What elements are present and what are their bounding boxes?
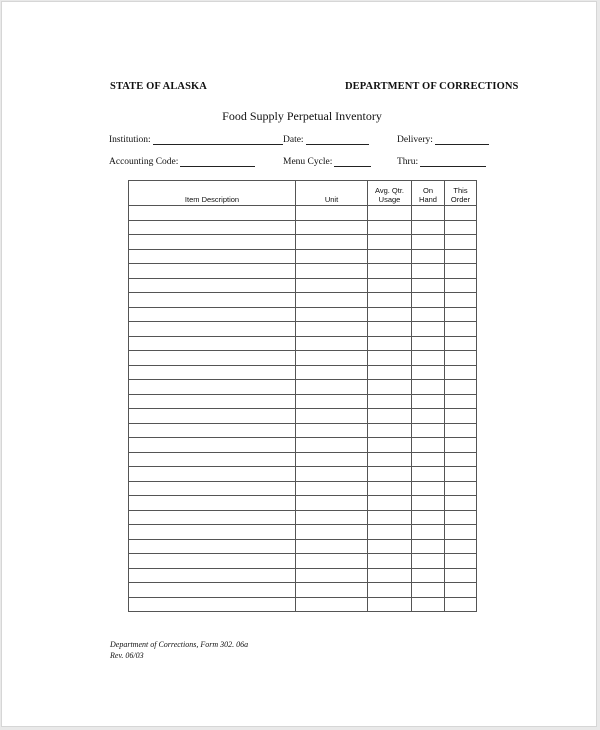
table-cell[interactable] — [129, 365, 296, 380]
table-cell[interactable] — [412, 206, 445, 221]
table-cell[interactable] — [445, 380, 477, 395]
table-cell[interactable] — [412, 293, 445, 308]
table-cell[interactable] — [368, 452, 412, 467]
table-row — [129, 220, 477, 235]
table-cell[interactable] — [296, 597, 368, 612]
table-cell[interactable] — [445, 568, 477, 583]
table-cell[interactable] — [296, 568, 368, 583]
table-cell[interactable] — [368, 409, 412, 424]
col-avg-qtr-usage — [368, 181, 412, 206]
table-cell[interactable] — [445, 322, 477, 337]
table-cell[interactable] — [129, 554, 296, 569]
table-cell[interactable] — [445, 438, 477, 453]
date-blank[interactable] — [306, 135, 369, 145]
table-cell[interactable] — [296, 554, 368, 569]
table-cell[interactable] — [296, 278, 368, 293]
table-row — [129, 496, 477, 511]
table-row — [129, 510, 477, 525]
table-cell[interactable] — [368, 380, 412, 395]
table-cell[interactable] — [129, 380, 296, 395]
table-cell[interactable] — [296, 583, 368, 598]
table-cell[interactable] — [129, 264, 296, 279]
table-row — [129, 278, 477, 293]
state-heading: STATE OF ALASKA — [110, 81, 207, 92]
table-cell[interactable] — [412, 235, 445, 250]
table-cell[interactable] — [296, 351, 368, 366]
table-cell[interactable] — [445, 525, 477, 540]
menu-cycle-blank[interactable] — [334, 157, 371, 167]
table-cell[interactable] — [296, 264, 368, 279]
delivery-label: Delivery: — [397, 135, 433, 145]
table-cell[interactable] — [368, 554, 412, 569]
table-row — [129, 525, 477, 540]
table-cell[interactable] — [296, 380, 368, 395]
table-row — [129, 264, 477, 279]
table-cell[interactable] — [368, 583, 412, 598]
table-row — [129, 336, 477, 351]
table-cell[interactable] — [129, 351, 296, 366]
table-cell[interactable] — [296, 307, 368, 322]
table-cell[interactable] — [368, 249, 412, 264]
table-cell[interactable] — [129, 394, 296, 409]
table-cell[interactable] — [129, 452, 296, 467]
table-cell[interactable] — [296, 496, 368, 511]
table-cell[interactable] — [129, 568, 296, 583]
table-cell[interactable] — [368, 336, 412, 351]
table-cell[interactable] — [296, 510, 368, 525]
table-cell[interactable] — [368, 568, 412, 583]
table-cell[interactable] — [445, 336, 477, 351]
table-row — [129, 597, 477, 612]
table-cell[interactable] — [296, 249, 368, 264]
table-cell[interactable] — [445, 351, 477, 366]
col-unit-label: Unit — [324, 195, 339, 204]
menu-cycle-field[interactable] — [283, 157, 371, 167]
table-cell[interactable] — [296, 293, 368, 308]
table-cell[interactable] — [445, 510, 477, 525]
document-page — [1, 1, 597, 727]
table-cell[interactable] — [368, 597, 412, 612]
table-cell[interactable] — [368, 481, 412, 496]
table-cell[interactable] — [445, 409, 477, 424]
col-avg-qtr-label-1: Avg. Qtr. — [374, 186, 405, 195]
menu-cycle-label: Menu Cycle: — [283, 157, 333, 167]
thru-label: Thru: — [397, 157, 419, 167]
table-cell[interactable] — [412, 365, 445, 380]
table-cell[interactable] — [445, 597, 477, 612]
col-unit — [296, 181, 368, 206]
table-cell[interactable] — [129, 206, 296, 221]
table-cell[interactable] — [445, 235, 477, 250]
table-cell[interactable] — [445, 264, 477, 279]
table-cell[interactable] — [368, 467, 412, 482]
thru-field[interactable] — [397, 157, 486, 167]
table-cell[interactable] — [412, 423, 445, 438]
table-cell[interactable] — [412, 322, 445, 337]
table-cell[interactable] — [368, 525, 412, 540]
table-cell[interactable] — [445, 206, 477, 221]
table-cell[interactable] — [129, 597, 296, 612]
col-item-description-label: Item Description — [184, 195, 240, 204]
table-cell[interactable] — [445, 467, 477, 482]
table-cell[interactable] — [412, 336, 445, 351]
table-cell[interactable] — [445, 452, 477, 467]
table-cell[interactable] — [296, 235, 368, 250]
table-cell[interactable] — [129, 409, 296, 424]
table-cell[interactable] — [296, 539, 368, 554]
table-cell[interactable] — [412, 467, 445, 482]
col-item-description — [129, 181, 296, 206]
table-row — [129, 322, 477, 337]
table-cell[interactable] — [368, 293, 412, 308]
table-cell[interactable] — [412, 249, 445, 264]
table-cell[interactable] — [445, 278, 477, 293]
table-row — [129, 206, 477, 221]
table-cell[interactable] — [445, 496, 477, 511]
table-cell[interactable] — [296, 481, 368, 496]
table-cell[interactable] — [412, 525, 445, 540]
col-this-order-label-1: This — [453, 186, 468, 195]
table-cell[interactable] — [368, 394, 412, 409]
table-cell[interactable] — [368, 496, 412, 511]
table-cell[interactable] — [368, 438, 412, 453]
table-header-row — [129, 181, 477, 206]
table-cell[interactable] — [368, 220, 412, 235]
table-cell[interactable] — [412, 597, 445, 612]
table-cell[interactable] — [129, 438, 296, 453]
table-row — [129, 394, 477, 409]
table-cell[interactable] — [412, 394, 445, 409]
table-cell[interactable] — [412, 220, 445, 235]
table-cell[interactable] — [412, 510, 445, 525]
institution-blank[interactable] — [153, 135, 283, 145]
table-cell[interactable] — [368, 235, 412, 250]
table-cell[interactable] — [129, 249, 296, 264]
table-row — [129, 583, 477, 598]
table-cell[interactable] — [296, 336, 368, 351]
table-row — [129, 481, 477, 496]
table-cell[interactable] — [412, 481, 445, 496]
delivery-blank[interactable] — [435, 135, 489, 145]
col-on-hand-label-2: Hand — [419, 195, 437, 204]
table-row — [129, 409, 477, 424]
table-cell[interactable] — [296, 452, 368, 467]
accounting-code-label: Accounting Code: — [109, 157, 179, 167]
table-cell[interactable] — [368, 510, 412, 525]
table-cell[interactable] — [368, 307, 412, 322]
table-cell[interactable] — [368, 206, 412, 221]
inventory-table-body — [129, 206, 477, 612]
table-row — [129, 307, 477, 322]
table-cell[interactable] — [129, 496, 296, 511]
table-cell[interactable] — [412, 539, 445, 554]
table-cell[interactable] — [129, 293, 296, 308]
table-row — [129, 423, 477, 438]
delivery-field[interactable] — [397, 135, 489, 145]
table-cell[interactable] — [129, 481, 296, 496]
table-cell[interactable] — [445, 481, 477, 496]
table-cell[interactable] — [412, 554, 445, 569]
table-cell[interactable] — [412, 438, 445, 453]
table-cell[interactable] — [129, 220, 296, 235]
table-cell[interactable] — [412, 496, 445, 511]
department-heading: DEPARTMENT OF CORRECTIONS — [345, 81, 519, 92]
table-row — [129, 380, 477, 395]
table-cell[interactable] — [129, 467, 296, 482]
col-this-order-label-2: Order — [450, 195, 471, 204]
table-cell[interactable] — [296, 525, 368, 540]
table-cell[interactable] — [296, 220, 368, 235]
footer — [110, 639, 248, 661]
table-cell[interactable] — [296, 467, 368, 482]
date-label: Date: — [283, 135, 304, 145]
table-row — [129, 249, 477, 264]
table-row — [129, 235, 477, 250]
table-cell[interactable] — [412, 351, 445, 366]
table-cell[interactable] — [129, 510, 296, 525]
table-cell[interactable] — [296, 322, 368, 337]
table-cell[interactable] — [445, 249, 477, 264]
table-cell[interactable] — [412, 380, 445, 395]
table-row — [129, 438, 477, 453]
table-cell[interactable] — [296, 438, 368, 453]
table-cell[interactable] — [412, 409, 445, 424]
table-cell[interactable] — [296, 423, 368, 438]
table-row — [129, 293, 477, 308]
table-cell[interactable] — [445, 293, 477, 308]
table-cell[interactable] — [129, 423, 296, 438]
table-row — [129, 452, 477, 467]
table-cell[interactable] — [129, 539, 296, 554]
table-cell[interactable] — [445, 554, 477, 569]
table-cell[interactable] — [129, 322, 296, 337]
table-cell[interactable] — [296, 394, 368, 409]
col-this-order — [445, 181, 477, 206]
footer-revision: Rev. 06/03 — [110, 651, 144, 660]
table-cell[interactable] — [296, 365, 368, 380]
table-cell[interactable] — [368, 322, 412, 337]
table-cell[interactable] — [129, 307, 296, 322]
table-cell[interactable] — [368, 351, 412, 366]
table-cell[interactable] — [368, 539, 412, 554]
table-cell[interactable] — [445, 539, 477, 554]
accounting-code-field[interactable] — [109, 157, 255, 167]
table-row — [129, 467, 477, 482]
col-on-hand-label-1: On — [422, 186, 433, 195]
table-cell[interactable] — [445, 423, 477, 438]
table-cell[interactable] — [129, 583, 296, 598]
table-cell[interactable] — [368, 365, 412, 380]
date-field[interactable] — [283, 135, 369, 145]
form-title: Food Supply Perpetual Inventory — [222, 109, 382, 123]
footer-form-number: Department of Corrections, Form 302. 06a — [110, 640, 249, 649]
table-cell[interactable] — [368, 264, 412, 279]
table-cell[interactable] — [445, 365, 477, 380]
table-cell[interactable] — [368, 423, 412, 438]
table-cell[interactable] — [412, 278, 445, 293]
table-row — [129, 351, 477, 366]
table-cell[interactable] — [445, 220, 477, 235]
institution-field[interactable] — [109, 135, 283, 145]
table-cell[interactable] — [412, 307, 445, 322]
table-cell[interactable] — [445, 394, 477, 409]
table-row — [129, 365, 477, 380]
institution-label: Institution: — [109, 135, 151, 145]
accounting-code-blank[interactable] — [180, 157, 255, 167]
table-row — [129, 568, 477, 583]
col-avg-qtr-label-2: Usage — [378, 195, 401, 204]
table-cell[interactable] — [129, 235, 296, 250]
col-on-hand — [412, 181, 445, 206]
table-row — [129, 539, 477, 554]
table-cell[interactable] — [445, 307, 477, 322]
table-cell[interactable] — [445, 583, 477, 598]
thru-blank[interactable] — [420, 157, 486, 167]
table-row — [129, 554, 477, 569]
table-cell[interactable] — [296, 206, 368, 221]
inventory-table — [128, 180, 477, 612]
table-cell[interactable] — [368, 278, 412, 293]
table-cell[interactable] — [412, 583, 445, 598]
table-cell[interactable] — [296, 409, 368, 424]
table-cell[interactable] — [129, 336, 296, 351]
table-cell[interactable] — [129, 278, 296, 293]
table-cell[interactable] — [412, 264, 445, 279]
table-cell[interactable] — [412, 568, 445, 583]
table-cell[interactable] — [412, 452, 445, 467]
table-cell[interactable] — [129, 525, 296, 540]
